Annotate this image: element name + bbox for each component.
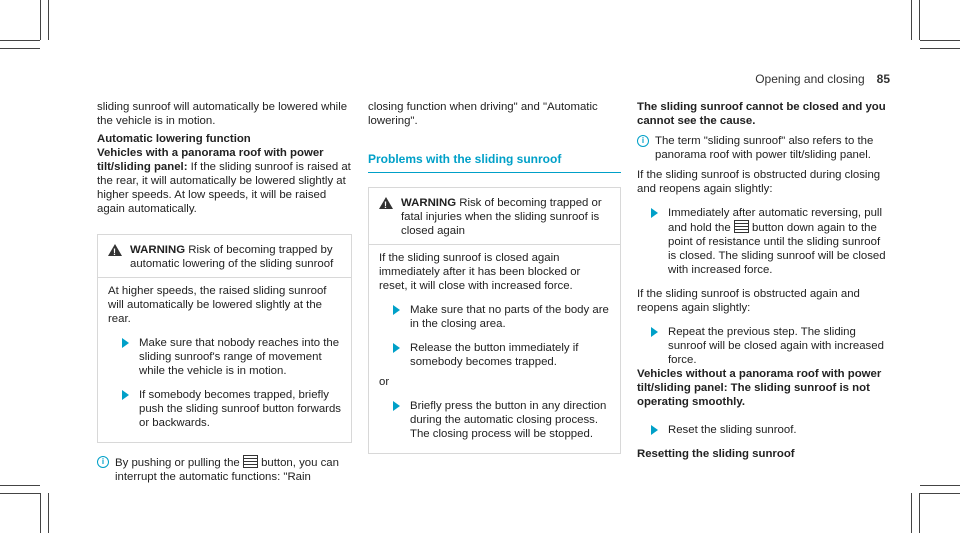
- warning-text: Risk of becoming trapped by automatic lowering of the sliding sunroof: [130, 244, 334, 270]
- warning-icon: [379, 197, 393, 209]
- crop-mark: [48, 493, 49, 533]
- crop-mark: [0, 40, 40, 41]
- note-text: The term "sliding sunroof" also refers to the panorama roof with power tilt/sliding panel.: [655, 135, 874, 161]
- step-item: [637, 325, 890, 367]
- info-icon: i: [97, 456, 109, 468]
- step-text: Repeat the previous step. The sliding sunroof will be closed again with increased force.: [668, 326, 884, 366]
- sunroof-button-icon: [243, 455, 258, 468]
- step-text: Make sure that no parts of the body are in the closing area.: [410, 304, 609, 330]
- crop-mark: [920, 493, 960, 494]
- crop-mark: [919, 493, 920, 533]
- crop-mark: [919, 0, 920, 40]
- crop-mark: [0, 485, 40, 486]
- or-text: or: [379, 376, 390, 388]
- crop-mark: [40, 0, 41, 40]
- column-2: [368, 100, 621, 454]
- warning-box: [97, 234, 352, 443]
- crop-mark: [920, 485, 960, 486]
- warning-body: At higher speeds, the raised sliding sunroof will automatically be lowered slightly at the rear.: [108, 285, 327, 325]
- note: [97, 455, 352, 484]
- section-heading: The sliding sunroof cannot be closed and you cannot see the cause.: [637, 101, 886, 127]
- subheading: Vehicles with a panorama roof with power tilt/sliding panel:: [97, 147, 324, 173]
- warning-icon: [108, 244, 122, 256]
- note: [637, 134, 890, 162]
- info-icon: i: [637, 135, 649, 147]
- crop-mark: [0, 493, 40, 494]
- page-header: [755, 72, 890, 86]
- warning-label: WARNING: [401, 197, 457, 209]
- step-item: [108, 336, 341, 378]
- note-text: [115, 455, 352, 484]
- arrow-icon: [393, 401, 400, 411]
- step-text-b: button down again to the point of resistance until the sliding sunroof is closed. The sliding sunroof will be closed with increased force.: [668, 222, 886, 276]
- crop-mark: [920, 48, 960, 49]
- arrow-icon: [122, 390, 129, 400]
- arrow-icon: [393, 305, 400, 315]
- warning-label: WARNING: [130, 244, 186, 256]
- crop-mark: [40, 493, 41, 533]
- paragraph: If the sliding sunroof is obstructed during closing and reopens again slightly:: [637, 169, 881, 195]
- arrow-icon: [651, 425, 658, 435]
- crop-mark: [911, 493, 912, 533]
- step-text: If somebody becomes trapped, briefly push the sliding sunroof button forwards or backwards.: [139, 389, 341, 429]
- note-text-b: button, you can interrupt the automatic functions: "Rain: [115, 457, 339, 483]
- step-text: Reset the sliding sunroof.: [668, 424, 797, 436]
- paragraph-text: If the sliding sunroof is raised at the rear, it will automatically be lowered slightly at higher speeds. At low speeds, it will be raised again automatically.: [97, 161, 351, 215]
- step-item: [379, 399, 610, 441]
- warning-text: Risk of becoming trapped or fatal injuries when the sliding sunroof is closed again: [401, 197, 602, 237]
- paragraph: If the sliding sunroof is obstructed again and reopens again slightly:: [637, 288, 860, 314]
- step-item: [379, 341, 610, 369]
- crop-mark: [920, 40, 960, 41]
- column-3: [637, 100, 890, 461]
- section-heading: Vehicles without a panorama roof with power tilt/sliding panel: The sliding sunroof is not operating smoothly.: [637, 368, 882, 408]
- step-item: [379, 303, 610, 331]
- step-item: [637, 423, 890, 437]
- warning-body: If the sliding sunroof is closed again immediately after it has been blocked or reset, it will close with increased force.: [379, 252, 581, 292]
- step-text: Release the button immediately if somebody becomes trapped.: [410, 342, 579, 368]
- continued-text: closing function when driving" and "Automatic lowering".: [368, 101, 598, 127]
- note-text-a: By pushing or pulling the: [115, 457, 243, 469]
- step-item: [637, 206, 890, 277]
- step-text: Make sure that nobody reaches into the sliding sunroof's range of movement while the vehicle is in motion.: [139, 337, 340, 377]
- column-1: [97, 100, 352, 484]
- arrow-icon: [651, 208, 658, 218]
- step-text: Briefly press the button in any direction during the automatic closing process. The closing process will be stopped.: [410, 400, 607, 440]
- arrow-icon: [122, 338, 129, 348]
- section-title: Opening and closing: [755, 72, 865, 86]
- arrow-icon: [393, 343, 400, 353]
- warning-title: [401, 196, 610, 238]
- step-text: [668, 206, 890, 277]
- intro-text: sliding sunroof will automatically be lowered while the vehicle is in motion.: [97, 101, 348, 127]
- crop-mark: [48, 0, 49, 40]
- crop-mark: [0, 48, 40, 49]
- section-heading: Resetting the sliding sunroof: [637, 448, 795, 460]
- page-number: 85: [876, 72, 890, 86]
- step-item: [108, 388, 341, 430]
- crop-mark: [911, 0, 912, 40]
- arrow-icon: [651, 327, 658, 337]
- paragraph: [97, 146, 352, 216]
- sunroof-button-icon: [734, 220, 749, 233]
- warning-box: [368, 187, 621, 454]
- section-heading: Problems with the sliding sunroof: [368, 152, 621, 173]
- step-text-a: Immediately after automatic reversing, pull and hold the: [668, 207, 882, 234]
- warning-title: [130, 243, 341, 271]
- section-heading: Automatic lowering function: [97, 133, 251, 145]
